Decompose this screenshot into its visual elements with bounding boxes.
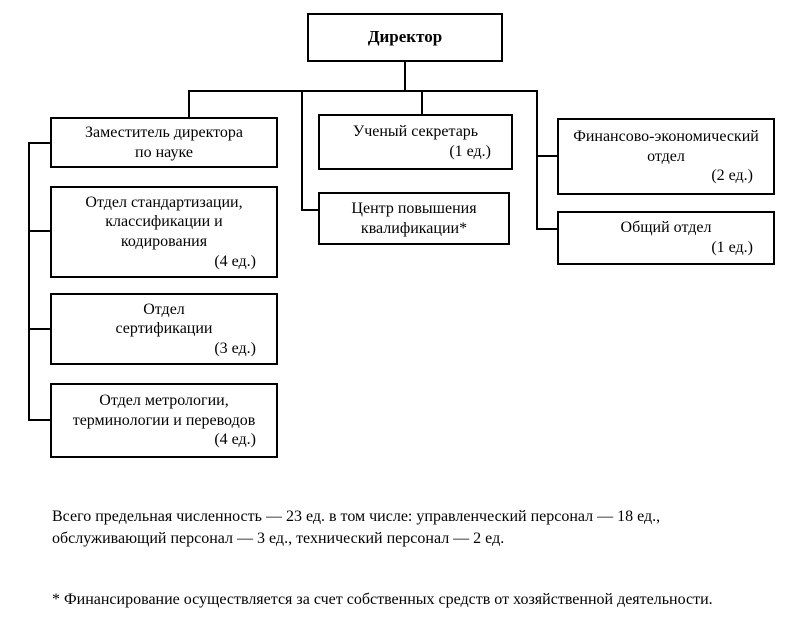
box-metrology-headcount: (4 ед.) [214, 431, 256, 449]
headcount-summary-line: обслуживающий персонал — 3 ед., технический персонал — 2 ед. [52, 530, 505, 548]
box-training-center-label: Центр повышения [351, 199, 477, 217]
box-scientific-secretary-label: Ученый секретарь [352, 123, 479, 141]
box-finance-dept [557, 118, 775, 195]
box-director-label: Директор [367, 27, 443, 47]
box-training-center-label: квалификации* [360, 219, 468, 237]
box-metrology-label: Отдел метрологии, [99, 392, 229, 410]
box-general-headcount: (1 ед.) [711, 239, 753, 256]
box-general-dept [557, 211, 775, 265]
box-certification-label: Отдел [143, 300, 185, 318]
box-standardization-label: кодирования [120, 233, 208, 250]
box-certification-label: сертификации [115, 320, 213, 338]
connector-right-run [537, 90, 557, 229]
box-standardization-headcount: (4 ед.) [214, 252, 256, 270]
box-scientific-secretary-headcount: (1 ед.) [449, 143, 491, 160]
box-scientific-secretary [318, 114, 513, 170]
headcount-summary-line: Всего предельная численность — 23 ед. в том числе: управленческий персонал — 18 ед., [52, 508, 661, 525]
box-metrology-dept [50, 383, 278, 458]
box-standardization-label: Отдел стандартизации, [85, 193, 243, 211]
headcount-summary [52, 506, 752, 550]
box-standardization-dept [50, 186, 278, 278]
box-finance-label: отдел [647, 147, 685, 165]
connector-training-elbow [302, 90, 318, 210]
box-training-center [318, 192, 510, 245]
connector-left-spine [29, 143, 50, 420]
box-general-label: Общий отдел [620, 219, 712, 237]
box-deputy-science-label: Заместитель директора [84, 123, 244, 141]
box-certification-headcount: (3 ед.) [214, 339, 256, 357]
box-finance-label: Финансово-экономический [573, 128, 759, 146]
box-standardization-label: классификации и [105, 213, 223, 231]
box-certification-dept [50, 293, 278, 365]
box-metrology-label: терминологии и переводов [72, 411, 256, 429]
box-deputy-science [50, 117, 278, 168]
box-director [307, 13, 503, 62]
box-finance-headcount: (2 ед.) [711, 167, 753, 185]
box-deputy-science-label: по науке [135, 143, 193, 161]
funding-footnote: * Финансирование осуществляется за счет собственных средств от хозяйственной деятельности. [52, 591, 713, 608]
